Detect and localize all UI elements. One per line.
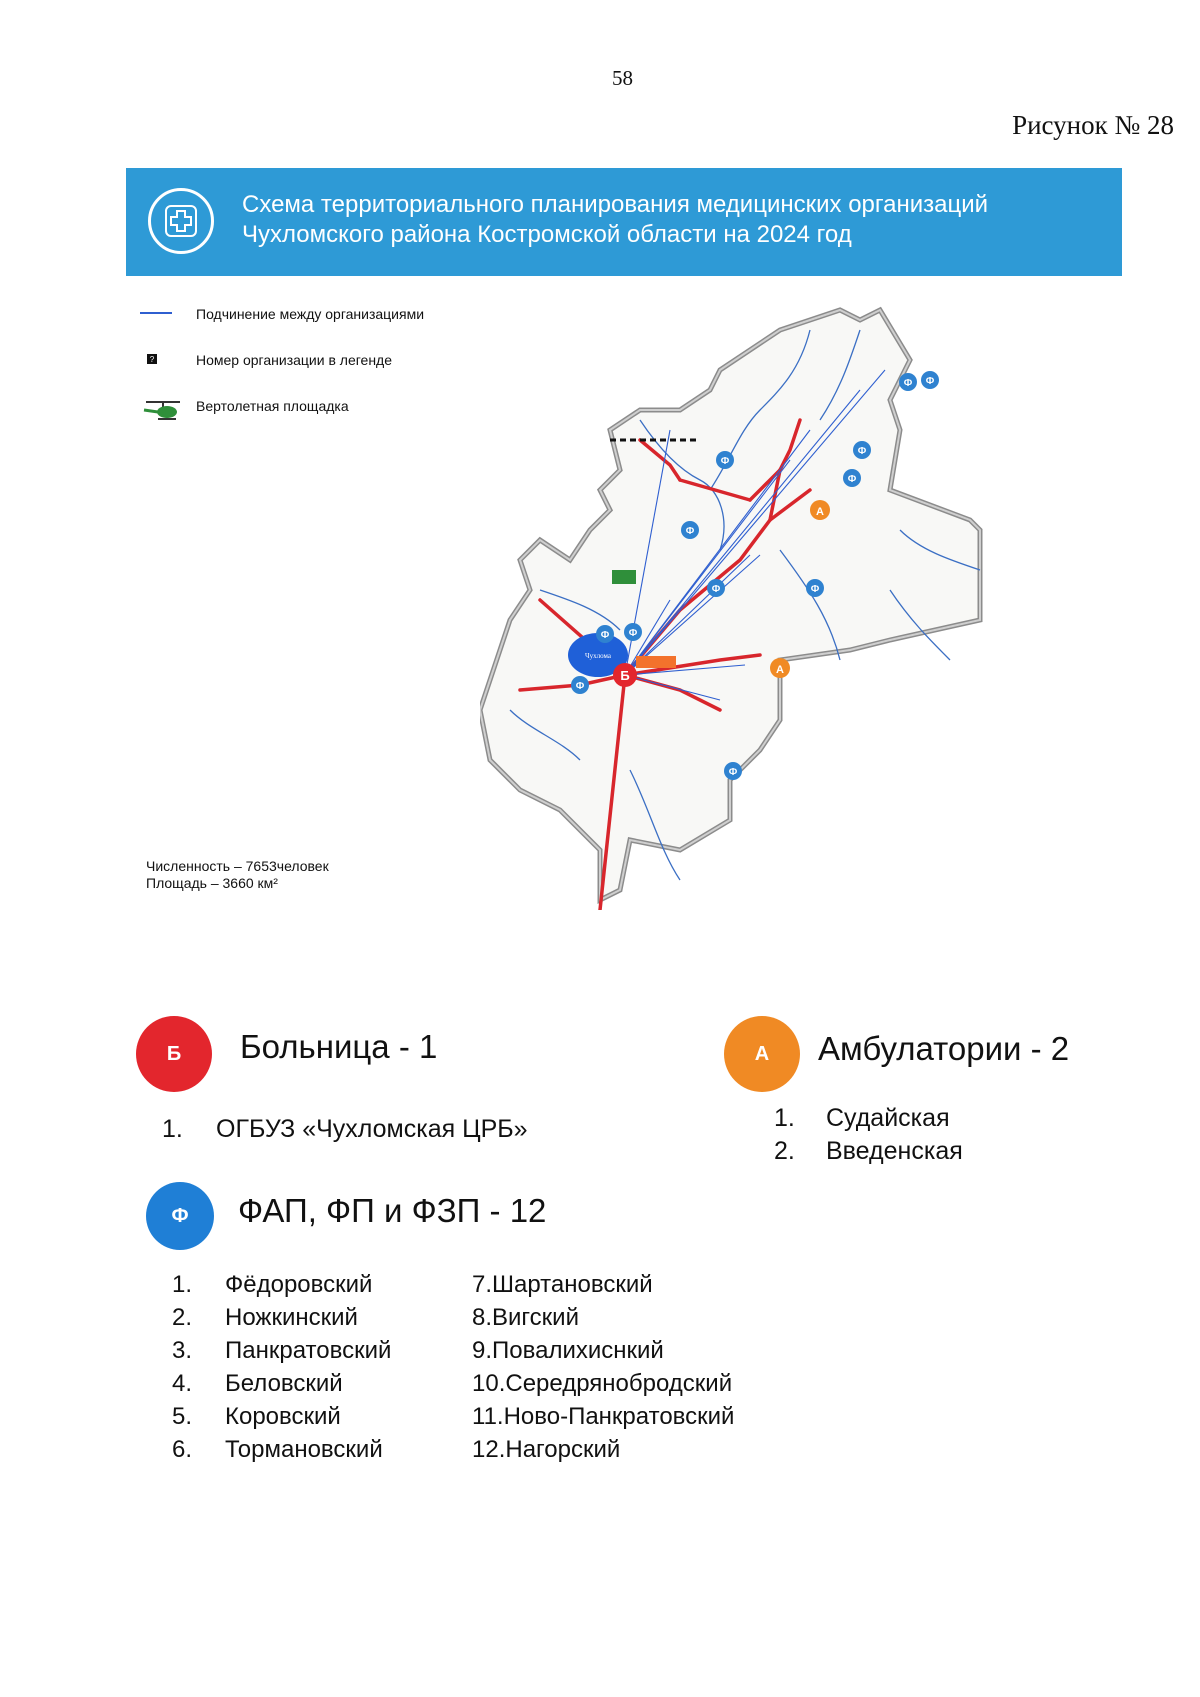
fap-list-right [472, 1268, 734, 1466]
item-name: Судайская [826, 1104, 950, 1132]
item-number: 5. [172, 1403, 193, 1430]
fap-marker-2 [624, 623, 642, 641]
map-legend [132, 300, 492, 438]
svg-text:А: А [776, 664, 784, 676]
list-item [172, 1301, 391, 1334]
item-number: 1. [172, 1271, 193, 1298]
banner-title-line2: Чухломского района Костромской области на 2024 год [242, 221, 852, 248]
fap-marker-6 [716, 451, 734, 469]
list-item [172, 1433, 391, 1466]
ambulatory-marker-1 [810, 500, 830, 520]
svg-text:?: ? [149, 355, 155, 364]
svg-text:Ф: Ф [810, 584, 820, 595]
list-item: 11.Ново-Панкратовский [472, 1403, 735, 1430]
svg-text:Ф: Ф [720, 456, 730, 467]
number-box-icon [140, 352, 174, 366]
medical-cross-icon [148, 188, 214, 254]
fap-marker-3 [921, 371, 939, 389]
district-stats [146, 858, 329, 892]
svg-text:Ф: Ф [685, 526, 695, 537]
svg-text:Ф: Ф [925, 376, 935, 387]
list-item [172, 1367, 391, 1400]
item-name: Ножкинский [225, 1304, 358, 1331]
legend-item-subordination [132, 300, 492, 346]
svg-text:Ф: Ф [575, 681, 585, 692]
fap-marker-10 [806, 579, 824, 597]
list-item: 12.Нагорский [472, 1436, 621, 1463]
figure-label: Рисунок № 28 [1012, 110, 1174, 140]
legend-item-number [132, 346, 492, 392]
fap-marker-5 [724, 762, 742, 780]
list-item [172, 1268, 391, 1301]
svg-text:А: А [816, 506, 824, 518]
svg-text:Ф: Ф [728, 767, 738, 778]
list-item [774, 1102, 963, 1135]
svg-text:Ф: Ф [903, 378, 913, 389]
svg-text:Ф: Ф [847, 474, 857, 485]
ambulatory-title: Амбулатории - 2 [818, 1030, 1070, 1067]
item-number: 2. [774, 1137, 795, 1165]
list-item: 9.Повалихиснкий [472, 1337, 664, 1364]
svg-text:Ф: Ф [711, 584, 721, 595]
ambulatory-badge: А [724, 1016, 800, 1092]
area-text: Площадь – 3660 км² [146, 875, 278, 891]
fap-marker-9 [707, 579, 725, 597]
fap-marker-1 [596, 625, 614, 643]
fap-marker-7 [843, 469, 861, 487]
list-item [774, 1135, 963, 1168]
list-item: 7.Шартановский [472, 1271, 653, 1298]
banner-title-line1: Схема территориального планирования медицинских организаций [242, 191, 989, 218]
hospital-badge: Б [136, 1016, 212, 1092]
legend-label: Подчинение между организациями [196, 306, 425, 322]
item-name: Тормановский [225, 1436, 383, 1463]
fap-list-left [172, 1268, 391, 1466]
ambulatory-marker-2 [770, 658, 790, 678]
item-name: Панкратовский [225, 1337, 392, 1364]
item-name: Беловский [225, 1370, 343, 1397]
item-number: 1. [162, 1115, 183, 1143]
list-item: 8.Вигский [472, 1304, 579, 1331]
item-name: Фёдоровский [225, 1271, 373, 1298]
fap-marker-11 [899, 373, 917, 391]
item-number: 3. [172, 1337, 193, 1364]
hospital-list [162, 1113, 528, 1146]
fap-marker-12 [681, 521, 699, 539]
title-banner [126, 168, 1122, 276]
page-number: 58 [612, 66, 633, 90]
list-item [172, 1334, 391, 1367]
hospital-town-label: Чухлома [585, 652, 611, 660]
svg-text:Б: Б [620, 668, 630, 683]
item-name: ОГБУЗ «Чухломская ЦРБ» [216, 1115, 528, 1143]
fap-marker-8 [853, 441, 871, 459]
banner-title [242, 190, 1102, 250]
population-text: Численность – 7653человек [146, 858, 329, 874]
list-item [172, 1400, 391, 1433]
svg-text:Ф: Ф [600, 630, 610, 641]
legend-label: Номер организации в легенде [196, 352, 392, 368]
helicopter-icon [140, 398, 184, 422]
district-map [480, 290, 1080, 910]
blue-line-icon [140, 306, 174, 320]
fap-badge: Ф [146, 1182, 214, 1250]
item-name: Введенская [826, 1137, 963, 1165]
svg-text:Ф: Ф [857, 446, 867, 457]
item-number: 2. [172, 1304, 193, 1331]
fap-title: ФАП, ФП и ФЗП - 12 [238, 1192, 547, 1229]
fap-marker-4 [571, 676, 589, 694]
hospital-title: Больница - 1 [240, 1028, 438, 1065]
helicopter-icon [612, 570, 636, 584]
ambulatory-list [774, 1102, 963, 1168]
legend-item-helipad [132, 392, 492, 438]
item-number: 4. [172, 1370, 193, 1397]
list-item: 10.Середрянобродский [472, 1370, 733, 1397]
legend-label: Вертолетная площадка [196, 398, 349, 414]
list-item [162, 1113, 528, 1146]
item-number: 6. [172, 1436, 193, 1463]
item-number: 1. [774, 1104, 795, 1132]
svg-text:Ф: Ф [628, 628, 638, 639]
item-name: Коровский [225, 1403, 341, 1430]
